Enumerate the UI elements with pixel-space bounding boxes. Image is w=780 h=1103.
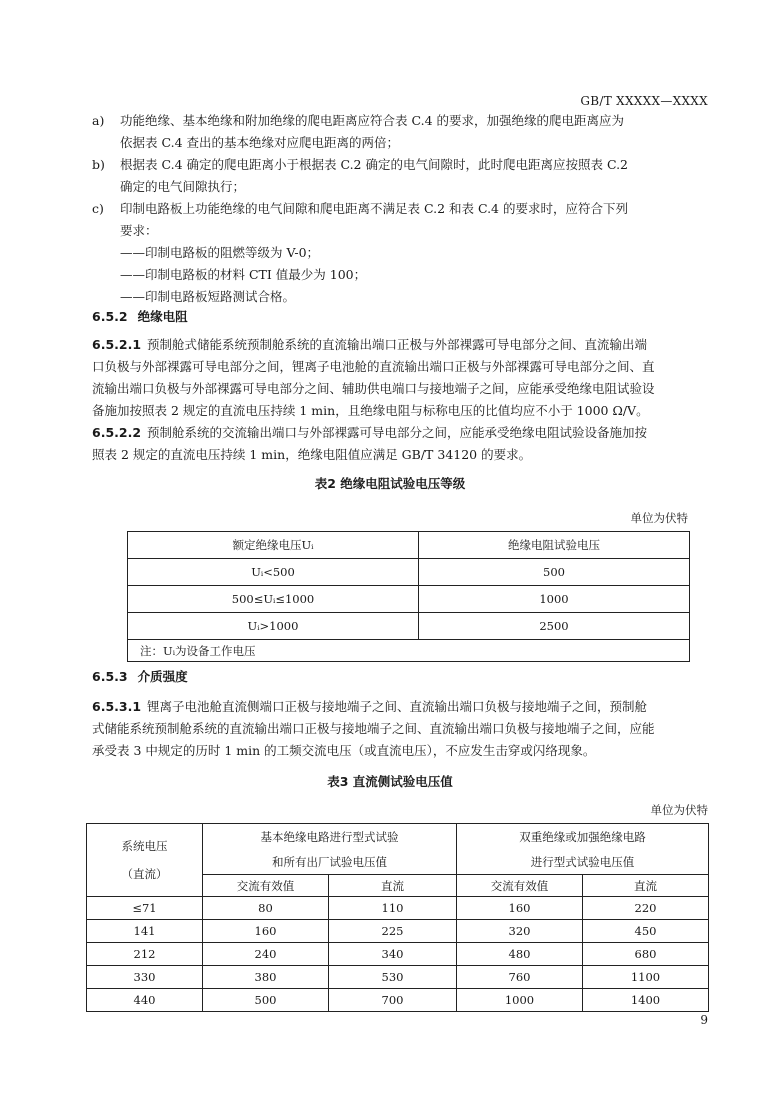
list-marker: c) xyxy=(92,201,104,216)
table-row xyxy=(128,613,690,640)
table3-unit: 单位为伏特 xyxy=(650,803,708,817)
table-cell: 380 xyxy=(203,966,329,989)
table-row xyxy=(87,966,709,989)
table-cell: 450 xyxy=(583,920,709,943)
paragraph-6522 xyxy=(92,422,712,466)
dash-item: ——印制电路板短路测试合格。 xyxy=(120,289,296,304)
table-subheader-cell: 直流 xyxy=(329,875,457,897)
paragraph-line: 预制舱系统的交流输出端口与外部裸露可导电部分之间，应能承受绝缘电阻试验设备施加按 xyxy=(147,425,648,440)
table-row xyxy=(87,897,709,920)
paragraph-number: 6.5.2.2 xyxy=(92,425,142,440)
table-header-cell: 进行型式试验电压值 xyxy=(457,850,709,875)
table-row xyxy=(128,559,690,586)
table-header-cell: 和所有出厂试验电压值 xyxy=(203,850,457,875)
table-cell: 500 xyxy=(419,559,690,586)
table-row xyxy=(87,824,709,850)
header-line: 系统电压 xyxy=(121,839,168,853)
table-cell: 680 xyxy=(583,943,709,966)
list-text-line: 根据表 C.4 确定的爬电距离小于根据表 C.2 确定的电气间隙时，此时爬电距离应按照表 C.2 xyxy=(120,157,629,172)
list-text-line: 确定的电气间隙执行； xyxy=(120,179,246,194)
table-cell: 160 xyxy=(457,897,583,920)
section-heading-652 xyxy=(92,306,712,328)
table-cell: 110 xyxy=(329,897,457,920)
table-cell: 225 xyxy=(329,920,457,943)
list-text-line: 要求： xyxy=(120,223,158,238)
table-subheader-cell: 交流有效值 xyxy=(457,875,583,897)
list-item xyxy=(92,110,720,154)
table-cell: 1000 xyxy=(419,586,690,613)
header-line: （直流） xyxy=(121,867,168,881)
table-cell: 500≤Uᵢ≤1000 xyxy=(128,586,419,613)
dash-item: ——印制电路板的阻燃等级为 V-0； xyxy=(120,245,320,260)
paragraph-line: 备施加按照表 2 规定的直流电压持续 1 min，且绝缘电阻与标称电压的比值均应不小于 1000 Ω/V。 xyxy=(92,403,649,418)
table-cell: 1100 xyxy=(583,966,709,989)
list-text-line: 功能绝缘、基本绝缘和附加绝缘的爬电距离应符合表 C.4 的要求，加强绝缘的爬电距离应为 xyxy=(120,113,624,128)
paragraph-line: 口负极与外部裸露可导电部分之间，锂离子电池舱的直流输出端口正极与外部裸露可导电部分之间、直 xyxy=(92,359,655,374)
table-cell: 1400 xyxy=(583,989,709,1012)
table-cell: 480 xyxy=(457,943,583,966)
table-note: 注：Uᵢ为设备工作电压 xyxy=(128,640,690,662)
table-header-cell: 绝缘电阻试验电压 xyxy=(419,532,690,559)
table3 xyxy=(86,823,709,1012)
list-marker: b) xyxy=(92,157,105,172)
table-cell: Uᵢ<500 xyxy=(128,559,419,586)
list-marker: a) xyxy=(92,113,105,128)
list-item xyxy=(92,154,720,198)
dash-item: ——印制电路板的材料 CTI 值最少为 100； xyxy=(120,267,367,282)
table-header-cell: 基本绝缘电路进行型式试验 xyxy=(203,824,457,850)
table-row xyxy=(87,943,709,966)
table-header-cell: 额定绝缘电压Uᵢ xyxy=(128,532,419,559)
table-row xyxy=(128,640,690,662)
table-subheader-cell: 交流有效值 xyxy=(203,875,329,897)
table-cell: ≤71 xyxy=(87,897,203,920)
table3-title: 表3 直流侧试验电压值 xyxy=(327,774,453,789)
table2-title: 表2 绝缘电阻试验电压等级 xyxy=(314,476,466,491)
table-header-cell: 双重绝缘或加强绝缘电路 xyxy=(457,824,709,850)
paragraph-line: 承受表 3 中规定的历时 1 min 的工频交流电压（或直流电压），不应发生击穿或闪络现象。 xyxy=(92,743,596,758)
table-cell: 330 xyxy=(87,966,203,989)
table-cell: 240 xyxy=(203,943,329,966)
table-cell: 212 xyxy=(87,943,203,966)
paragraph-6531 xyxy=(92,696,712,762)
paragraph-line: 预制舱式储能系统预制舱系统的直流输出端口正极与外部裸露可导电部分之间、直流输出端 xyxy=(147,337,648,352)
table-subheader-cell: 直流 xyxy=(583,875,709,897)
paragraph-line: 锂离子电池舱直流侧端口正极与接地端子之间、直流输出端口负极与接地端子之间，预制舱 xyxy=(147,699,648,714)
table-cell: 2500 xyxy=(419,613,690,640)
table-cell: 141 xyxy=(87,920,203,943)
section-title: 绝缘电阻 xyxy=(137,309,188,324)
table-cell: 760 xyxy=(457,966,583,989)
table-cell: 700 xyxy=(329,989,457,1012)
section-number: 6.5.2 xyxy=(92,309,128,324)
table-cell: 340 xyxy=(329,943,457,966)
section-heading-653 xyxy=(92,666,712,688)
table2-unit: 单位为伏特 xyxy=(630,511,688,525)
table-cell: 80 xyxy=(203,897,329,920)
paragraph-line: 照表 2 规定的直流电压持续 1 min，绝缘电阻值应满足 GB/T 34120 的要求。 xyxy=(92,447,532,462)
table-cell: 160 xyxy=(203,920,329,943)
doc-code: GB/T XXXXX—XXXX xyxy=(580,94,708,108)
paragraph-number: 6.5.3.1 xyxy=(92,699,142,714)
section-number: 6.5.3 xyxy=(92,669,128,684)
table-cell: 440 xyxy=(87,989,203,1012)
table-row xyxy=(87,989,709,1012)
table-cell: 1000 xyxy=(457,989,583,1012)
table-cell: 320 xyxy=(457,920,583,943)
section-title: 介质强度 xyxy=(137,669,188,684)
list-item xyxy=(92,198,720,242)
paragraph-number: 6.5.2.1 xyxy=(92,337,142,352)
table-row xyxy=(128,532,690,559)
paragraph-line: 式储能系统预制舱系统的直流输出端口正极与接地端子之间、直流输出端口负极与接地端子之间，应能 xyxy=(92,721,655,736)
paragraph-line: 流输出端口负极与外部裸露可导电部分之间、辅助供电端口与接地端子之间，应能承受绝缘电阻试验设 xyxy=(92,381,655,396)
table-cell: Uᵢ>1000 xyxy=(128,613,419,640)
list-text-line: 印制电路板上功能绝缘的电气间隙和爬电距离不满足表 C.2 和表 C.4 的要求时，应符合下列 xyxy=(120,201,628,216)
table-row xyxy=(87,920,709,943)
table-row xyxy=(128,586,690,613)
table-cell: 220 xyxy=(583,897,709,920)
page-number: 9 xyxy=(700,1013,708,1027)
table-cell: 500 xyxy=(203,989,329,1012)
list-text-line: 依据表 C.4 查出的基本绝缘对应爬电距离的两倍； xyxy=(120,135,399,150)
requirements-list xyxy=(92,110,720,308)
table2 xyxy=(127,531,690,662)
table-header-cell xyxy=(87,824,203,897)
paragraph-6521 xyxy=(92,334,712,422)
table-cell: 530 xyxy=(329,966,457,989)
